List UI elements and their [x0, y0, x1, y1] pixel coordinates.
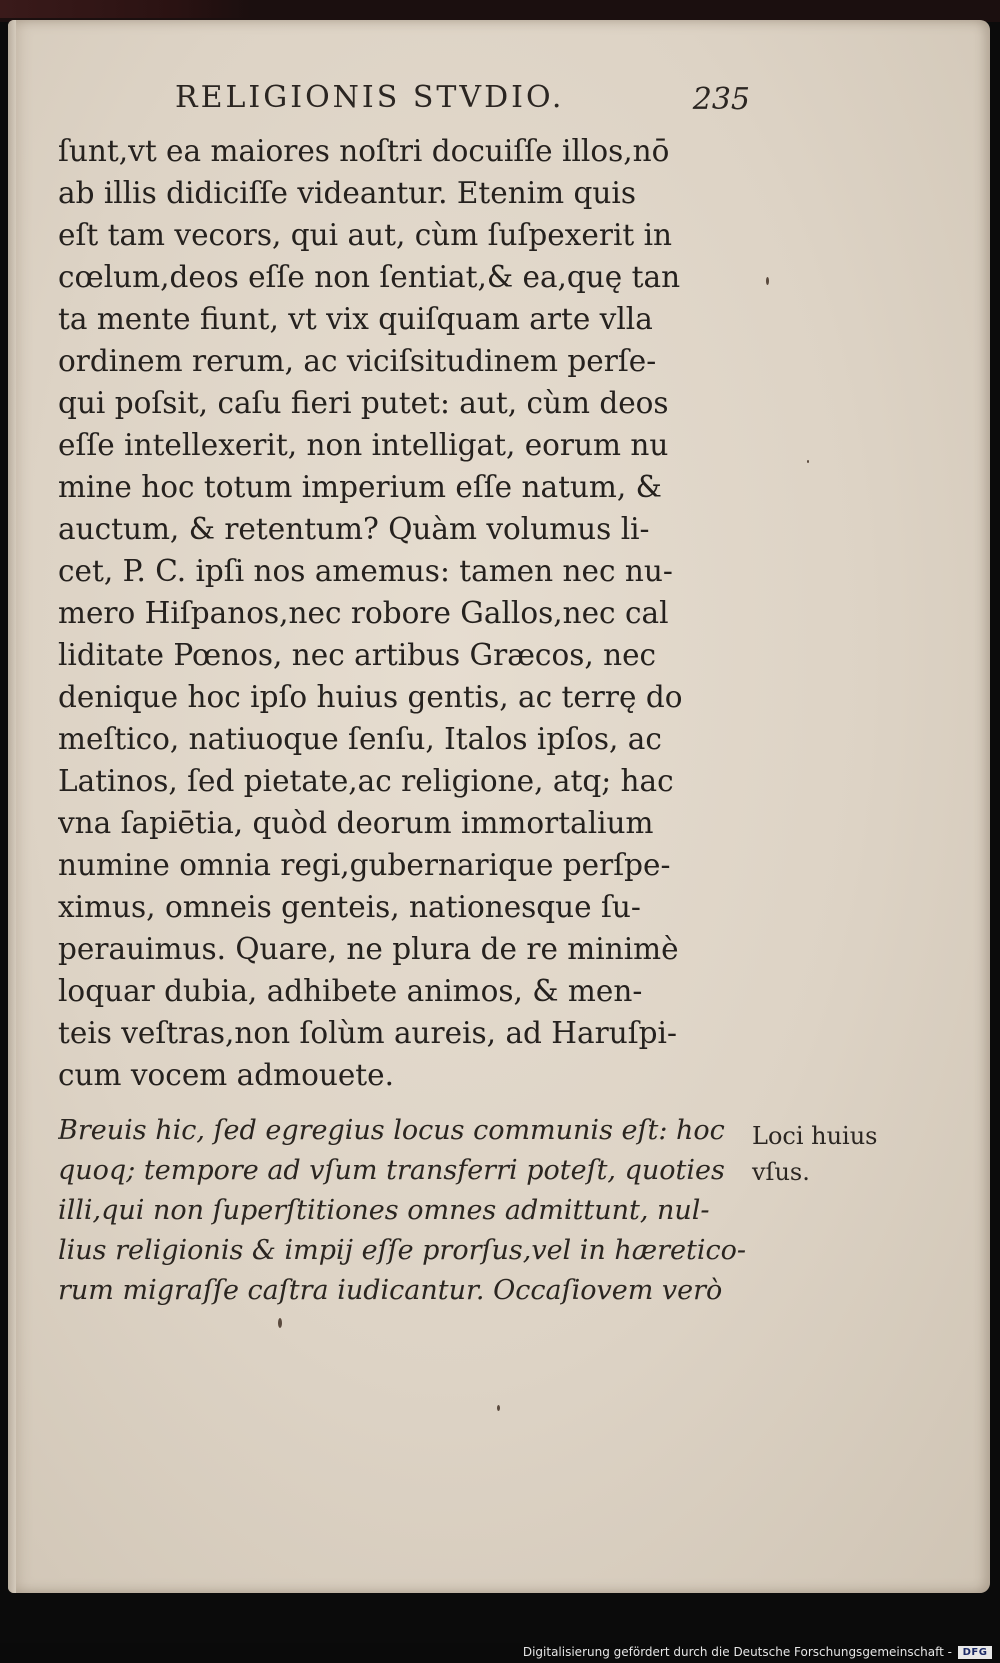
- commentary-line: rum migraſſe caſtra iudicantur. Occaſiovem verò: [58, 1275, 723, 1306]
- page-header: [175, 80, 750, 130]
- page-edge: [8, 20, 16, 1593]
- text-line: ſunt,vt ea maiores noſtri docuiſſe illos,nō: [58, 134, 670, 168]
- funding-credit: Digitalisierung gefördert durch die Deutsche Forschungsgemeinschaft -: [522, 1645, 952, 1659]
- text-line: numine omnia regi,gubernarique perſpe-: [58, 848, 671, 882]
- text-line: mine hoc totum imperium eſſe natum, &: [58, 470, 662, 504]
- running-head: RELIGIONIS STVDIO.: [175, 80, 565, 115]
- dfg-logo-icon: DFG: [958, 1646, 992, 1659]
- margin-note-line: Loci huius: [752, 1122, 878, 1150]
- margin-note: [752, 1118, 902, 1190]
- commentary-line: lius religionis & impij eſſe prorſus,vel in hæretico-: [58, 1235, 747, 1266]
- text-line: loquar dubia, adhibete animos, & men-: [58, 974, 643, 1008]
- text-line: cœlum,deos eſſe non ſentiat,& ea,quę tan: [58, 260, 681, 294]
- margin-note-line: vſus.: [752, 1158, 810, 1186]
- text-line: vna ſapiētia, quòd deorum immortalium: [58, 806, 654, 840]
- text-line: cet, P. C. ipſi nos amemus: tamen nec nu-: [58, 554, 673, 588]
- text-line: ordinem rerum, ac viciſsitudinem perſe-: [58, 344, 657, 378]
- scan-edge-shadow: [0, 0, 250, 18]
- scan-top-strip: [0, 0, 1000, 22]
- text-line: cum vocem admouete.: [58, 1058, 394, 1092]
- paper-speck: [497, 1405, 500, 1411]
- commentary-line: quoq; tempore ad vſum transferri poteſt, quoties: [58, 1155, 725, 1186]
- text-line: ab illis didiciſſe videantur. Etenim quis: [58, 176, 636, 210]
- text-line: liditate Pœnos, nec artibus Græcos, nec: [58, 638, 657, 672]
- text-line: perauimus. Quare, ne plura de re minimè: [58, 932, 679, 966]
- text-line: Latinos, ſed pietate,ac religione, atq; hac: [58, 764, 674, 798]
- text-line: meſtico, natiuoque ſenſu, Italos ipſos, ac: [58, 722, 662, 756]
- text-line: eſt tam vecors, qui aut, cùm ſuſpexerit in: [58, 218, 673, 252]
- page-number: 235: [692, 82, 750, 117]
- text-line: eſſe intellexerit, non intelligat, eorum nu: [58, 428, 669, 462]
- text-line: ta mente fiunt, vt vix quiſquam arte vlla: [58, 302, 653, 336]
- text-line: teis veſtras,non ſolùm aureis, ad Haruſpi-: [58, 1016, 677, 1050]
- paper-speck: [278, 1318, 282, 1328]
- commentary-line: illi,qui non ſuperſtitiones omnes admittunt, nul-: [58, 1195, 710, 1226]
- commentary-block: [58, 1111, 748, 1311]
- digitization-footer: [0, 1643, 1000, 1663]
- paper-speck: [807, 460, 809, 463]
- main-text-block: [58, 130, 748, 1096]
- text-line: denique hoc ipſo huius gentis, ac terrę do: [58, 680, 683, 714]
- paper-speck: [766, 277, 769, 285]
- text-line: ximus, omneis genteis, nationesque ſu-: [58, 890, 641, 924]
- text-line: qui poſsit, caſu fieri putet: aut, cùm deos: [58, 386, 669, 420]
- commentary-line: Breuis hic, ſed egregius locus communis eſt: hoc: [58, 1115, 725, 1146]
- text-line: auctum, & retentum? Quàm volumus li-: [58, 512, 650, 546]
- text-line: mero Hiſpanos,nec robore Gallos,nec cal: [58, 596, 669, 630]
